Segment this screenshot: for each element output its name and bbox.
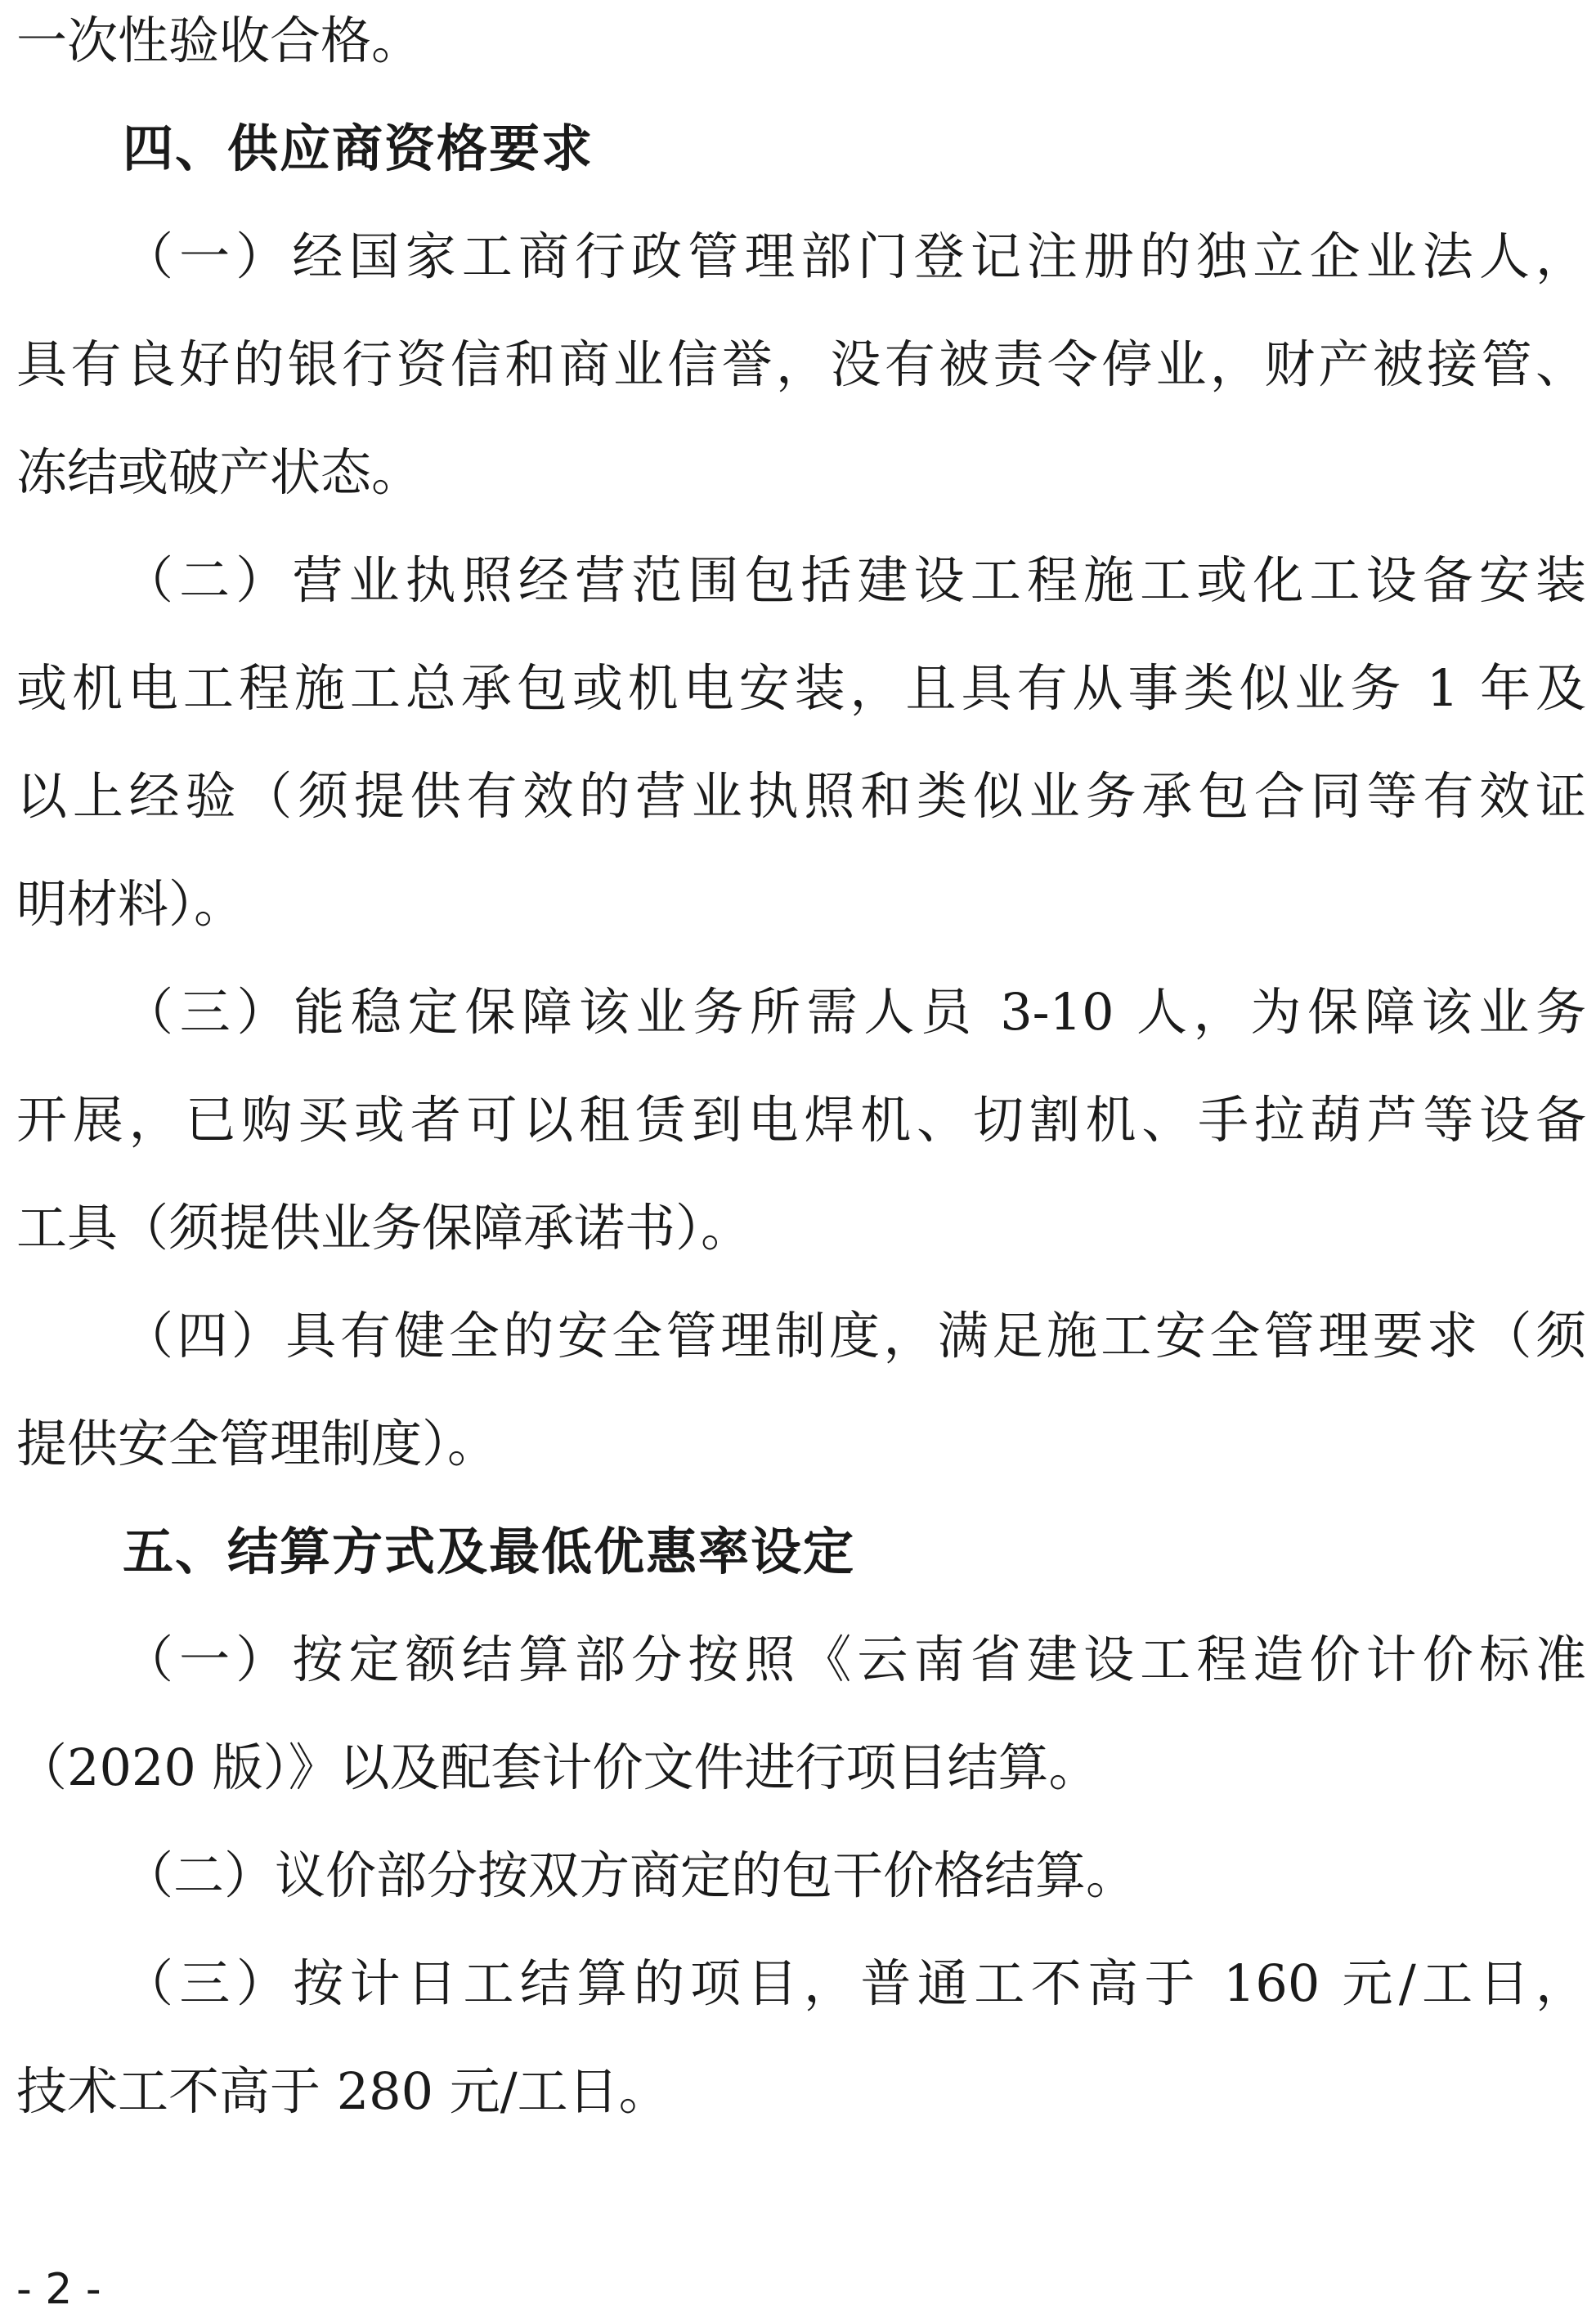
section-heading-settlement-method: 五、结算方式及最低优惠率设定 [123, 1522, 856, 1581]
paragraph-line: （三）按计日工结算的项目，普通工不高于 160 元/工日， [123, 1953, 1586, 2013]
paragraph-line: （二）营业执照经营范围包括建设工程施工或化工设备安装 [123, 550, 1586, 610]
paragraph-line: 或机电工程施工总承包或机电安装，且具有从事类似业务 1 年及 [16, 658, 1586, 718]
section-heading-supplier-qualifications: 四、供应商资格要求 [123, 119, 594, 178]
paragraph-line: 具有良好的银行资信和商业信誉，没有被责令停业，财产被接管、 [16, 334, 1586, 394]
paragraph-line: （2020 版）》以及配套计价文件进行项目结算。 [16, 1738, 1100, 1797]
paragraph-line: 明材料）。 [16, 874, 245, 934]
text-line: 一次性验收合格。 [16, 11, 423, 70]
paragraph-line: 以上经验（须提供有效的营业执照和类似业务承包合同等有效证 [16, 766, 1586, 826]
paragraph-line: （二）议价部分按双方商定的包干价格结算。 [123, 1845, 1137, 1905]
paragraph-line: （四）具有健全的安全管理制度，满足施工安全管理要求（须 [123, 1306, 1586, 1366]
paragraph-line: 开展，已购买或者可以租赁到电焊机、切割机、手拉葫芦等设备 [16, 1090, 1586, 1150]
paragraph-line: （三）能稳定保障该业务所需人员 3-10 人，为保障该业务 [123, 982, 1586, 1042]
paragraph-line: 提供安全管理制度）。 [16, 1414, 499, 1473]
paragraph-line: 冻结或破产状态。 [16, 442, 423, 502]
paragraph-line: 工具（须提供业务保障承诺书）。 [16, 1198, 752, 1258]
page-number: - 2 - [16, 2265, 101, 2314]
paragraph-line: （一）经国家工商行政管理部门登记注册的独立企业法人， [123, 226, 1586, 286]
paragraph-line: 技术工不高于 280 元/工日。 [16, 2061, 670, 2121]
paragraph-line: （一）按定额结算部分按照《云南省建设工程造价计价标准 [123, 1630, 1586, 1689]
